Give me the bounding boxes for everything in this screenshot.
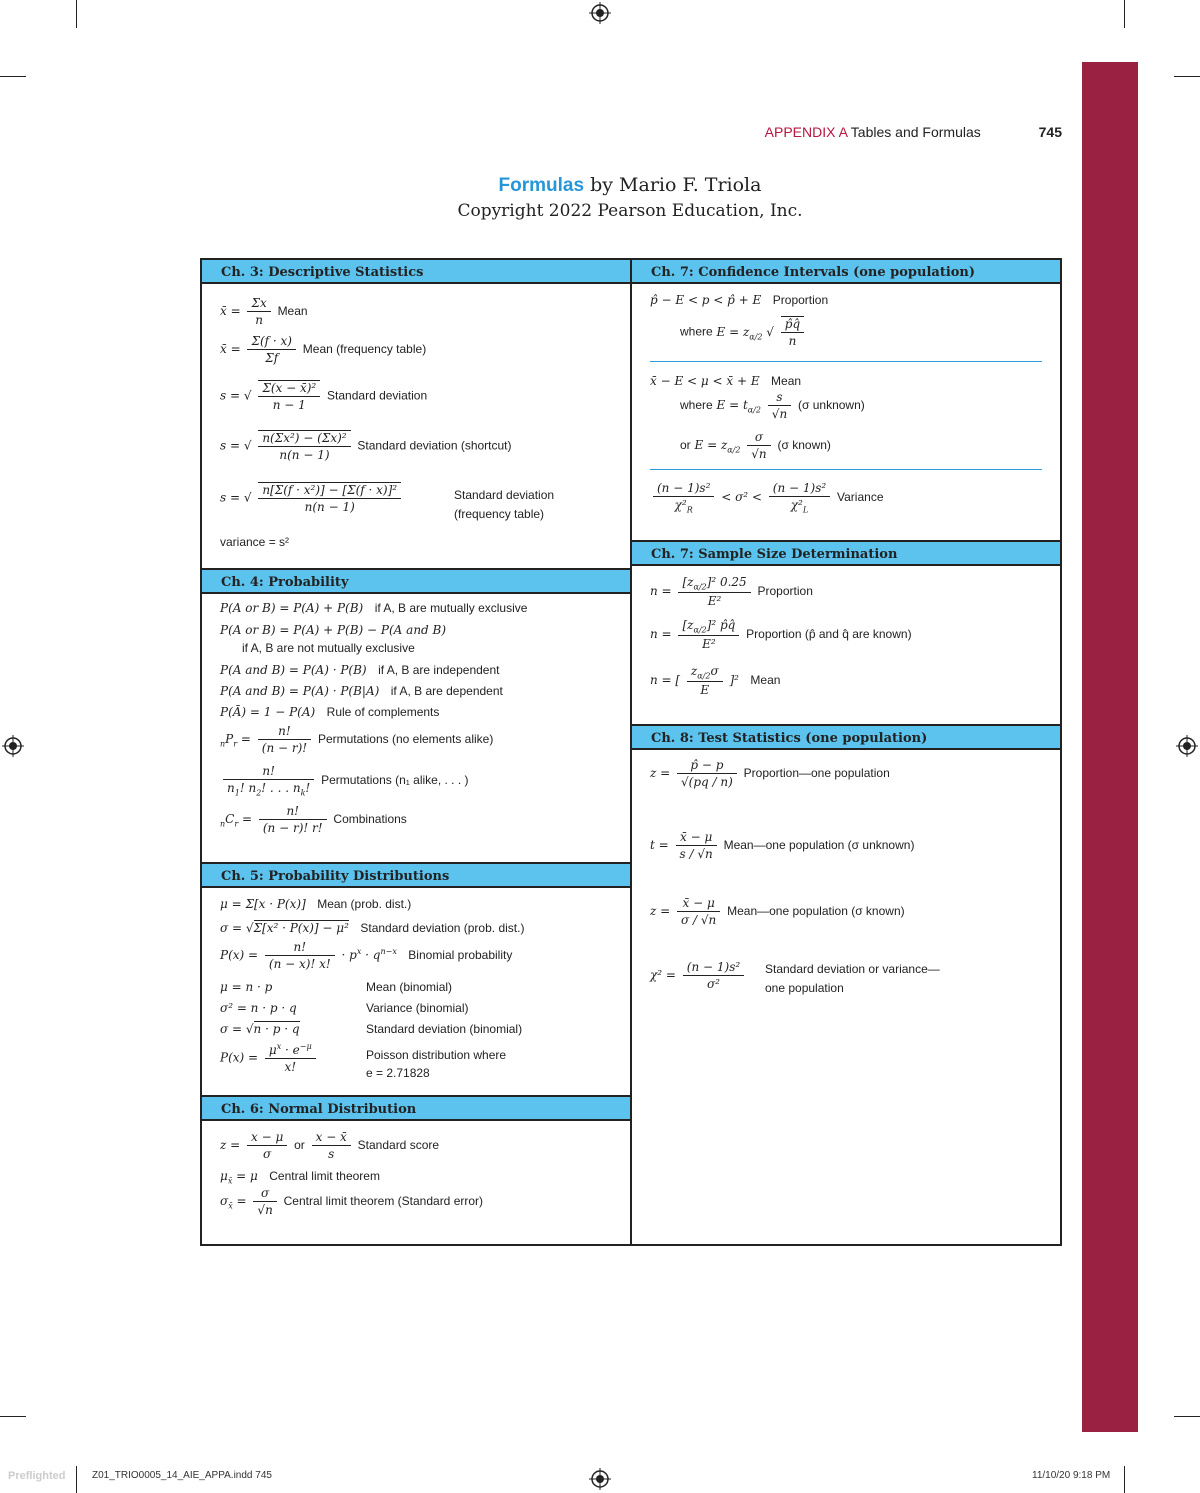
- section-header-ch5: Ch. 5: Probability Distributions: [202, 862, 630, 888]
- title-author: by Mario F. Triola: [590, 174, 762, 196]
- formula-label: Variance (binomial): [366, 1001, 469, 1015]
- preflight-stamp: Preflighted: [8, 1470, 66, 1482]
- page-title: [200, 174, 1060, 221]
- crop-mark: [1124, 0, 1125, 28]
- divider-line: [650, 469, 1042, 470]
- formula-ci-mean-margin-unknown: where $E = t_{\alpha/2}$ $\frac{s}{√n}$ (σ unknown): [680, 390, 865, 421]
- formula-label: Standard deviation: [454, 488, 555, 502]
- formula-ci-mean: x̄ − E < μ < x̄ + E Mean: [650, 374, 802, 388]
- formula-test-mean-unknown: t = $\frac{x̄ - \mu}{s / √n}$ Mean—one population (σ unknown): [650, 830, 915, 861]
- formula-mean-binomial: μ = n · p: [220, 980, 273, 994]
- formula-label: Standard deviation (shortcut): [357, 438, 512, 453]
- column-divider: [630, 258, 632, 1246]
- section-header-ch7-sample-size: Ch. 7: Sample Size Determination: [632, 540, 1060, 566]
- formula-ci-variance: $\frac{\text{(n − 1)s²}}{\chi^2_R}$ < σ² < $\frac{\text{(n − 1)s²}}{\chi^2_L}$ Variance: [650, 481, 884, 514]
- section-header-ch6: Ch. 6: Normal Distribution: [202, 1095, 630, 1121]
- formula-z-score: z = $\frac{x - \mu}{\sigma}$ or $\frac{x - x̄}{s}$ Standard score: [220, 1130, 440, 1161]
- formula-binomial: P(x) = $\frac{n!}{(n - x)! x!}$ · $p^x \cdot q^{n-x}$ Binomial probability: [220, 940, 513, 971]
- formula-label: one population: [765, 981, 844, 995]
- chapter-sidebar-bar: [1082, 62, 1138, 1432]
- formula-clt-mean: $\mu_{x̄} = \mu$ Central limit theorem: [220, 1169, 380, 1186]
- crop-mark: [1174, 76, 1200, 77]
- divider-line: [650, 361, 1042, 362]
- formula-sample-size-proportion: n = $\frac{[z_{\alpha/2}]^2 0.25}{\text{E²}}$ Proportion: [650, 575, 813, 609]
- section-header-ch7-ci: Ch. 7: Confidence Intervals (one population): [632, 258, 1060, 284]
- formula-label: Poisson distribution where: [366, 1048, 507, 1062]
- page-number: 745: [1038, 124, 1062, 140]
- formula-ci-proportion-margin: where $E = z_{\alpha/2}$ √ $\frac{p̂q̂}{n}$: [680, 316, 807, 348]
- formula-standard-deviation: s = √ $\frac{\text{Σ(x − x̄)²}}{n - 1}$ Standard deviation: [220, 381, 428, 412]
- formula-ci-mean-margin-known: or $E = z_{\alpha/2}$ $\frac{\sigma}{√n}$ (σ known): [680, 430, 831, 461]
- formula-ci-proportion: p̂ − E < p < p̂ + E Proportion: [650, 293, 829, 307]
- formula-sample-size-mean: n = [ $\frac{z_{\alpha/2}\sigma}{E}$ ]² Mean: [650, 664, 781, 698]
- crop-mark: [0, 1416, 26, 1417]
- appendix-label: APPENDIX A: [764, 124, 848, 140]
- formula-multiplication-independent: P(A and B) = P(A) · P(B) if A, B are independent: [220, 663, 500, 677]
- formula-permutations: $_nP_r$ = $\frac{n!}{(n - r)!}$ Permutations (no elements alike): [220, 724, 494, 755]
- formula-label: Standard deviation or variance—: [765, 962, 940, 976]
- section-header-ch8: Ch. 8: Test Statistics (one population): [632, 724, 1060, 750]
- formula-standard-deviation-shortcut: s = √ $\frac{\text{n(Σx²) − (Σx)²}}{n(n - 1)}$ Standard deviation (shortcut): [220, 431, 512, 462]
- registration-mark-icon: [589, 1468, 611, 1490]
- formula-label: Standard deviation (binomial): [366, 1022, 523, 1036]
- running-header: [542, 124, 1062, 140]
- formula-variance-binomial: σ² = n · p · q: [220, 1001, 297, 1015]
- formula-addition-general: P(A or B) = P(A) + P(B) − P(A and B): [220, 623, 447, 637]
- formula-test-chi-square: χ² = $\frac{\text{(n − 1)s²}}{\text{σ²}}$: [650, 960, 747, 991]
- formula-clt-standard-error: $\sigma_{x̄}$ = $\frac{\sigma}{√n}$ Central limit theorem (Standard error): [220, 1186, 484, 1217]
- formula-sd-prob-dist: σ = √Σ[x² · P(x)] − μ² Standard deviation (prob. dist.): [220, 921, 525, 935]
- section-header-ch3: Ch. 3: Descriptive Statistics: [202, 258, 630, 284]
- crop-mark: [76, 1466, 77, 1493]
- crop-mark: [0, 76, 26, 77]
- formula-multiplication-dependent: P(A and B) = P(A) · P(B|A) if A, B are dependent: [220, 684, 503, 698]
- formula-sample-size-proportion-known: n = $\frac{[z_{\alpha/2}]^2 p̂q̂}{\text{E²}}$ Proportion (p̂ and q̂ are known): [650, 618, 912, 652]
- formula-label: Mean (frequency table): [302, 342, 427, 356]
- footer-date: 11/10/20 9:18 PM: [1032, 1470, 1111, 1481]
- crop-mark: [76, 0, 77, 28]
- registration-mark-icon: [589, 2, 611, 24]
- registration-mark-icon: [2, 735, 24, 757]
- section-header-ch4: Ch. 4: Probability: [202, 568, 630, 594]
- title-word: Formulas: [498, 175, 585, 196]
- footer-file-info: Z01_TRIO0005_14_AIE_APPA.indd 745: [92, 1470, 272, 1481]
- formula-mean: x̄ = $\frac{\Sigma x}{n}$ Mean: [220, 296, 308, 327]
- copyright-line: Copyright 2022 Pearson Education, Inc.: [457, 201, 803, 221]
- formula-label: Mean: [277, 304, 308, 318]
- crop-mark: [1174, 1416, 1200, 1417]
- formula-label: Mean (binomial): [366, 980, 453, 994]
- formula-mean-prob-dist: μ = Σ[x · P(x)] Mean (prob. dist.): [220, 897, 412, 911]
- formula-label: e = 2.71828: [366, 1066, 430, 1080]
- formula-label: Standard deviation: [327, 388, 428, 403]
- formula-mean-frequency: x̄ = $\frac{\Sigma(f \cdot x)}{\Sigma f}$ Mean (frequency table): [220, 334, 427, 365]
- formula-addition-exclusive: P(A or B) = P(A) + P(B) if A, B are mutually exclusive: [220, 601, 528, 615]
- formula-poisson: P(x) = $\frac{\mu^x \cdot e^{-\mu}}{x!}$: [220, 1042, 319, 1074]
- formula-test-proportion: z = $\frac{p̂ - p}{√(pq / n)}$ Proportion—one population: [650, 758, 890, 789]
- formula-standard-deviation-frequency: s = √ $\frac{\text{n[Σ(f · x²)] − [Σ(f · x)]²}}{n(n - 1)}$: [220, 482, 404, 514]
- formula-label: (frequency table): [454, 507, 545, 521]
- formula-complement: P(Ā) = 1 − P(A) Rule of complements: [220, 705, 440, 719]
- formula-variance: variance = s²: [220, 535, 290, 549]
- formula-test-mean-known: z = $\frac{x̄ - \mu}{\sigma / √n}$ Mean—one population (σ known): [650, 896, 905, 927]
- section-label: Tables and Formulas: [850, 124, 981, 140]
- formula-label: if A, B are not mutually exclusive: [242, 641, 415, 655]
- formula-sd-binomial: σ = √n · p · q: [220, 1022, 300, 1036]
- formula-permutations-alike: $\frac{n!}{n_1! n_2! . . . n_k!}$ Permutations (n₁ alike, . . . ): [220, 764, 469, 797]
- formula-combinations: $_nC_r$ = $\frac{n!}{(n - r)! r!}$ Combinations: [220, 804, 407, 835]
- crop-mark: [1124, 1466, 1125, 1493]
- registration-mark-icon: [1176, 735, 1198, 757]
